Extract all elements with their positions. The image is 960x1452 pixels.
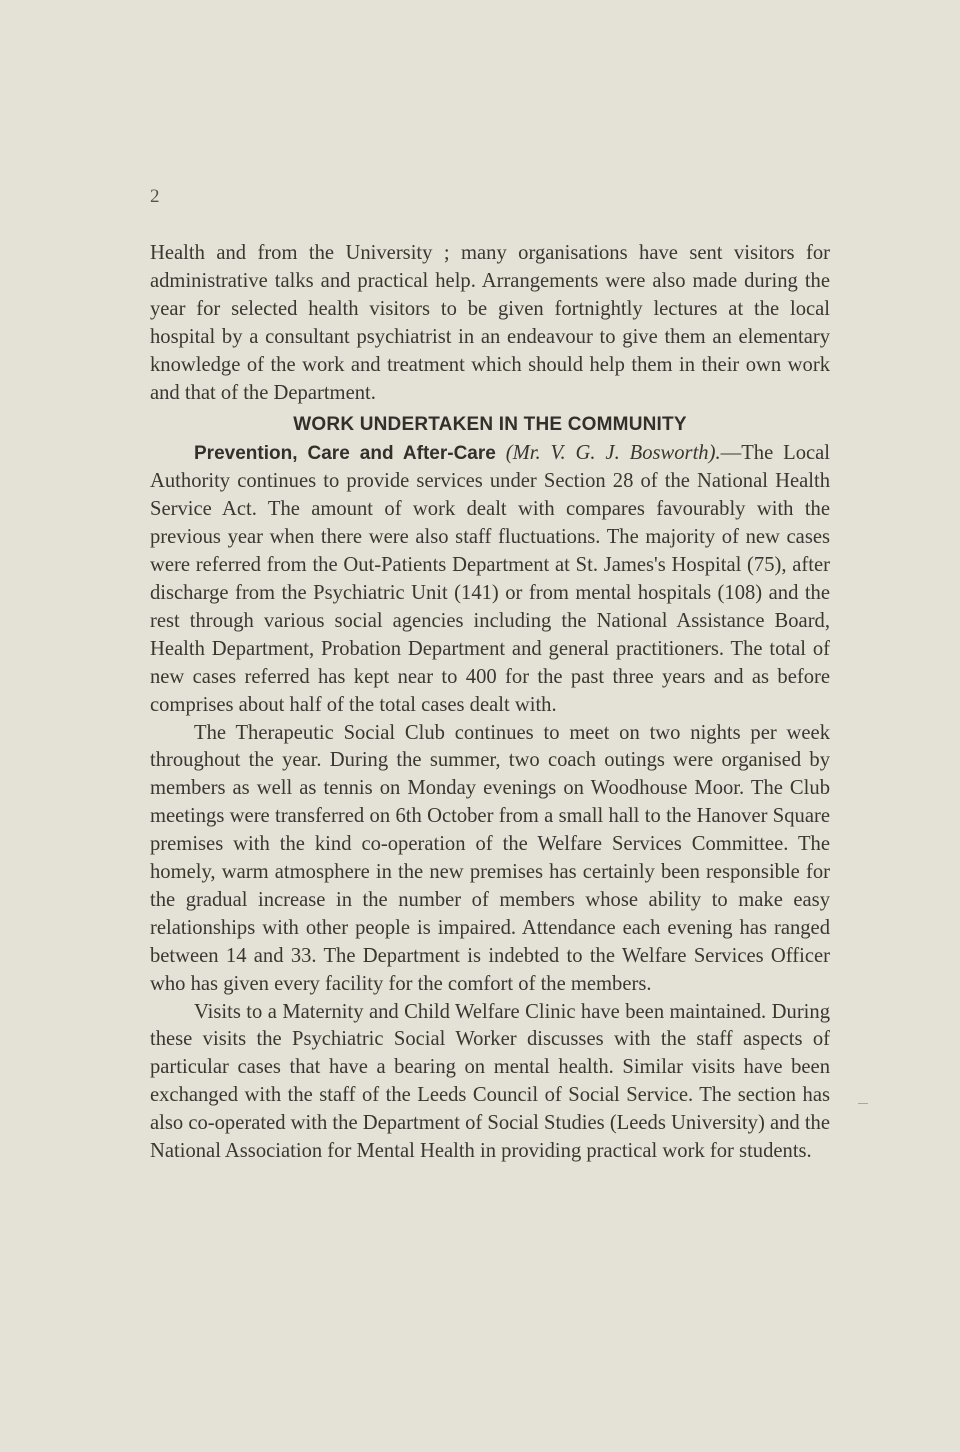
body-text	[150, 240, 830, 1166]
visits-paragraph: Visits to a Maternity and Child Welfare Clinic have been maintained. During these visits the Psychiatric Social Worker discusses with the staff aspects of particular cases that have a bearing on mental health. Similar visits have been exchanged with the staff of the Leeds Council of Social Service. The section has also co-operated with the Department of Social Studies (Leeds University) and the National Association for Mental Health in providing practical work for students.	[150, 1000, 830, 1163]
prevention-paragraph	[150, 440, 830, 719]
author-name: (Mr. V. G. J. Bosworth).	[505, 442, 721, 465]
page-number: 2	[150, 186, 160, 207]
section-heading: WORK UNDERTAKEN IN THE COMMUNITY	[293, 414, 687, 436]
social-club-paragraph: The Therapeutic Social Club continues to meet on two nights per week throughout the year. During the summer, two coach outings were organised by members as well as tennis on Monday evenings on Woodhouse Moor. The Club meetings were transferred on 6th October from a small hall to the Hanover Square premises with the kind co-operation of the Welfare Services Committee. The homely, warm atmosphere in the new premises has certainly been responsible for the gradual increase in the number of members whose ability to make easy relationships with other people is impaired. Attendance each evening has ranged between 14 and 33. The Department is indebted to the Welfare Services Officer who has given every facility for the comfort of the members.	[150, 721, 830, 995]
margin-mark	[858, 1103, 868, 1104]
prevention-body: —The Local Authority continues to provide services under Section 28 of the National Health Service Act. The amount of work dealt with compares favourably with the previous year when there were also staff fluctuations. The majority of new cases were referred from the Out-Patients Department at St. James's Hospital (75), after discharge from the Psychiatric Unit (141) or from mental hospitals (108) and the rest through various social agencies including the National Assistance Board, Health Department, Probation Department and general practitioners. The total of new cases referred has kept near to 400 for the past three years and as before comprises about half of the total cases dealt with.	[150, 442, 830, 716]
intro-paragraph: Health and from the University ; many organisations have sent visitors for administrative talks and practical help. Arrangements were also made during the year for selected health visitors to be given fortnightly lectures at the local hospital by a consultant psychiatrist in an endeavour to give them an elementary knowledge of the work and treatment which should help them in their own work and that of the Department.	[150, 242, 830, 404]
run-in-heading: Prevention, Care and After-Care	[194, 443, 496, 465]
